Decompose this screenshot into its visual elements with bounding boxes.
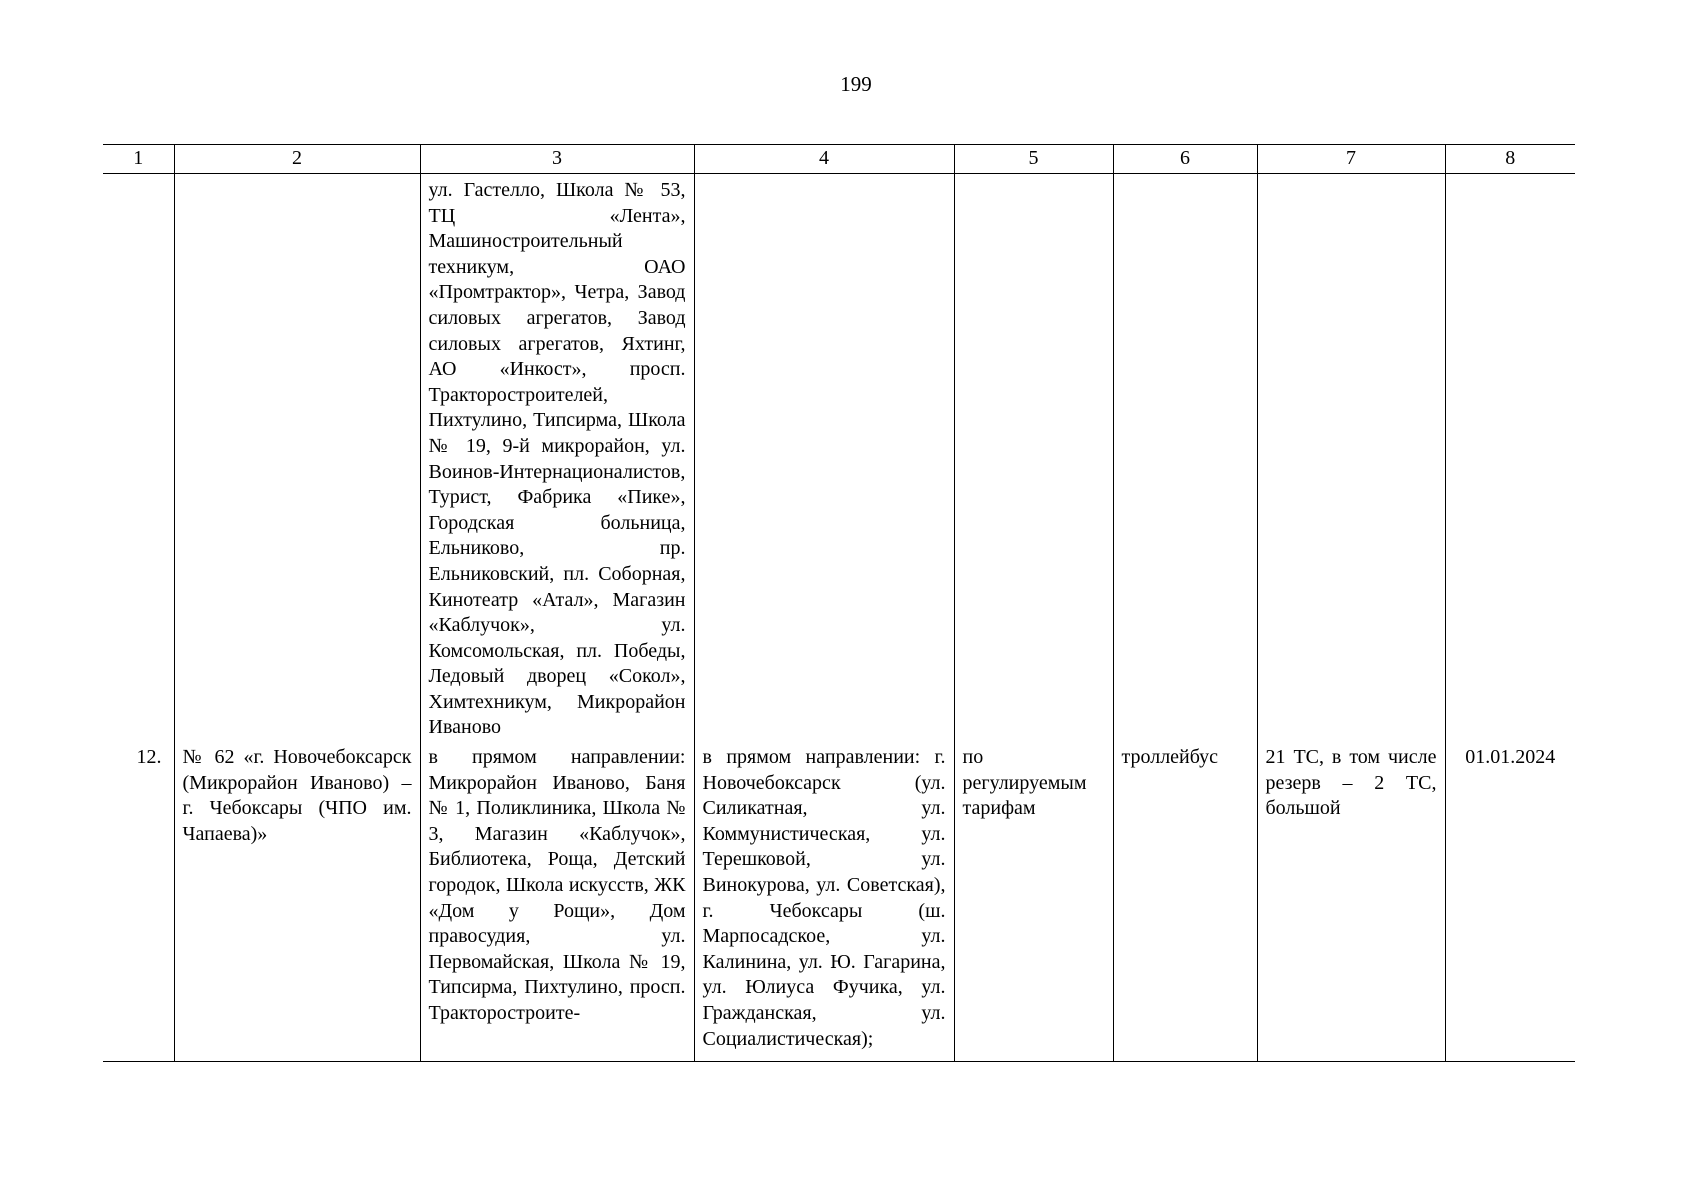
header-row bbox=[103, 145, 1575, 174]
page-number: 199 bbox=[840, 72, 872, 96]
header-col-3: 3 bbox=[420, 145, 694, 174]
header-col-5: 5 bbox=[954, 145, 1113, 174]
routes-table bbox=[103, 144, 1575, 1062]
header-col-2: 2 bbox=[174, 145, 420, 174]
header-col-1: 1 bbox=[103, 145, 174, 174]
header-col-6: 6 bbox=[1113, 145, 1257, 174]
row-number: 12. bbox=[103, 741, 174, 1062]
header-col-8: 8 bbox=[1445, 145, 1575, 174]
route-stops: в прямом направлении: Микрорайон Иваново, Баня № 1, Поликлиника, Школа № 3, Магазин «Каблучок», Библиотека, Роща, Детский городок, Школа искусств, ЖК «Дом у Рощи», Дом правосудия, ул. Первомайская, Школа № 19, Типсирма, Пихтулино, просп. Тракторостроите- bbox=[420, 741, 694, 1062]
table-row-12 bbox=[103, 741, 1575, 1062]
cont-cell-8 bbox=[1445, 174, 1575, 742]
cont-stops-cell: ул. Гастелло, Школа № 53, ТЦ «Лента», Машиностроительный техникум, ОАО «Промтрактор», Четра, Завод силовых агрегатов, Завод силовых агрегатов, Яхтинг, АО «Инкост», просп. Тракторостроителей, Пихтулино, Типсирма, Школа № 19, 9-й микрорайон, ул. Воинов-Интернационалистов, Турист, Фабрика «Пике», Городская больница, Ельниково, пр. Ельниковский, пл. Соборная, Кинотеатр «Атал», Магазин «Каблучок», ул. Комсомольская, пл. Победы, Ледовый дворец «Сокол», Химтехникум, Микрорайон Иваново bbox=[420, 174, 694, 742]
cont-cell-2 bbox=[174, 174, 420, 742]
header-col-4: 4 bbox=[694, 145, 954, 174]
cont-cell-7 bbox=[1257, 174, 1445, 742]
vehicle-type: троллейбус bbox=[1113, 741, 1257, 1062]
header-col-7: 7 bbox=[1257, 145, 1445, 174]
start-date: 01.01.2024 bbox=[1445, 741, 1575, 1062]
cont-cell-4 bbox=[694, 174, 954, 742]
cont-cell-1 bbox=[103, 174, 174, 742]
route-streets: в прямом направлении: г. Новочебоксарск (ул. Силикатная, ул. Коммунистическая, ул. Терешковой, ул. Винокурова, ул. Советская), г. Чебоксары (ш. Марпосадское, ул. Калинина, ул. Ю. Гагарина, ул. Юлиуса Фучика, ул. Гражданская, ул. Социалистическая); bbox=[694, 741, 954, 1062]
continuation-row bbox=[103, 174, 1575, 742]
cont-cell-5 bbox=[954, 174, 1113, 742]
cont-cell-6 bbox=[1113, 174, 1257, 742]
vehicle-count: 21 ТС, в том числе резерв – 2 ТС, большой bbox=[1257, 741, 1445, 1062]
tariff-type: по регулируемым тарифам bbox=[954, 741, 1113, 1062]
route-name: № 62 «г. Новочебоксарск (Микрорайон Иваново) – г. Чебоксары (ЧПО им. Чапаева)» bbox=[174, 741, 420, 1062]
